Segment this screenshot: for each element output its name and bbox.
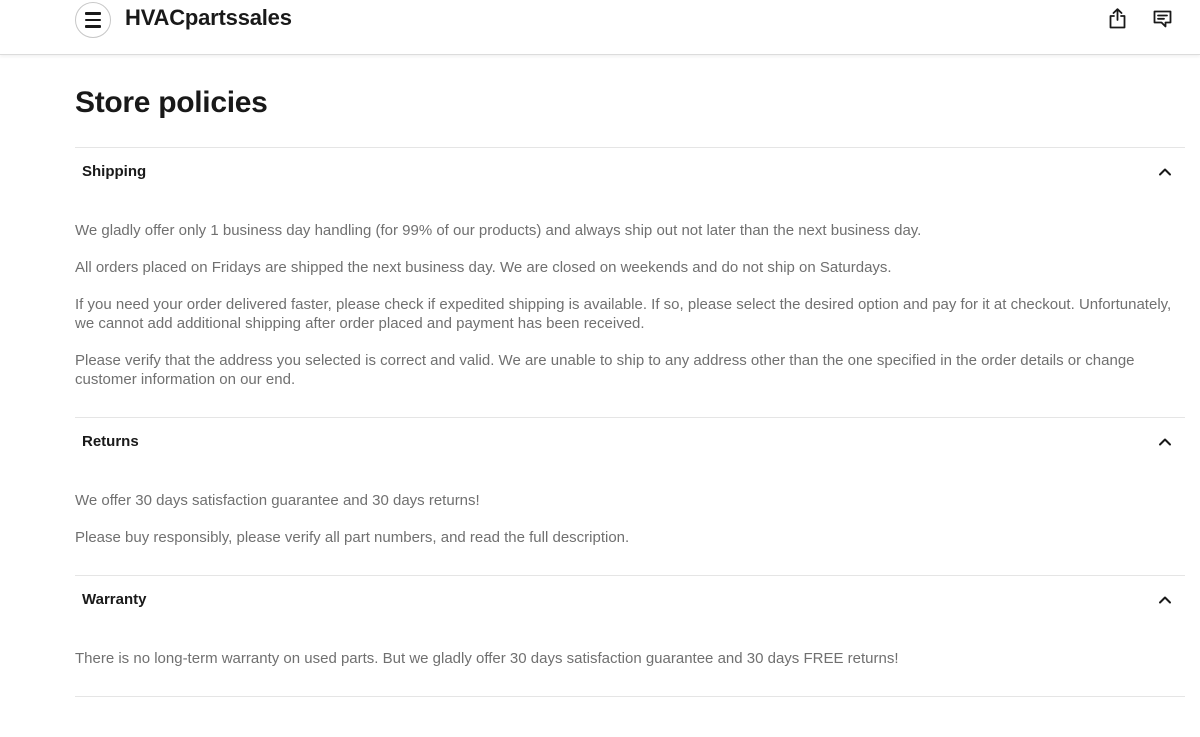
share-icon [1108, 8, 1127, 29]
header-actions [1108, 8, 1172, 29]
policy-paragraph: Please buy responsibly, please verify all part numbers, and read the full description. [75, 529, 630, 546]
menu-button[interactable] [75, 2, 111, 38]
section-body [75, 609, 1185, 696]
section-toggle-warranty[interactable] [75, 576, 1185, 609]
store-name: HVACpartssales [125, 5, 292, 30]
chat-bubble-icon [1153, 10, 1172, 28]
section-body [75, 181, 1185, 417]
policy-section-warranty [75, 575, 1185, 696]
policy-paragraph: Please verify that the address you selected is correct and valid. We are unable to ship to any address other than the one specified in the order details or change customer information on our end. [75, 352, 1135, 388]
section-toggle-returns[interactable] [75, 418, 1185, 451]
section-body [75, 451, 1185, 575]
policy-section-returns [75, 417, 1185, 575]
section-title: Warranty [82, 591, 147, 608]
hamburger-menu-icon [85, 12, 101, 15]
chevron-up-icon [1158, 167, 1172, 177]
policy-paragraph: All orders placed on Fridays are shipped the next business day. We are closed on weekends and do not ship on Saturdays. [75, 259, 892, 276]
page-title: Store policies [75, 86, 268, 119]
store-header [0, 0, 1200, 55]
policy-section-shipping [75, 147, 1185, 417]
policy-paragraph: There is no long-term warranty on used parts. But we gladly offer 30 days satisfaction guarantee and 30 days FREE returns! [75, 650, 899, 667]
store-policies-page [75, 85, 1185, 697]
policy-paragraph: We offer 30 days satisfaction guarantee and 30 days returns! [75, 492, 480, 509]
policy-sections [75, 147, 1185, 696]
policy-paragraph: If you need your order delivered faster, please check if expedited shipping is available. If so, please select the desired option and pay for it at checkout. Unfortunately, we cannot add additional shipping after order placed and payment has been received. [75, 296, 1172, 332]
bottom-divider [75, 696, 1185, 697]
chevron-up-icon [1158, 437, 1172, 447]
contact-button[interactable] [1153, 10, 1172, 28]
section-toggle-shipping[interactable] [75, 148, 1185, 181]
chevron-up-icon [1158, 595, 1172, 605]
policy-paragraph: We gladly offer only 1 business day handling (for 99% of our products) and always ship out not later than the next business day. [75, 222, 922, 239]
section-title: Shipping [82, 163, 147, 180]
share-button[interactable] [1108, 8, 1127, 29]
section-title: Returns [82, 433, 139, 450]
